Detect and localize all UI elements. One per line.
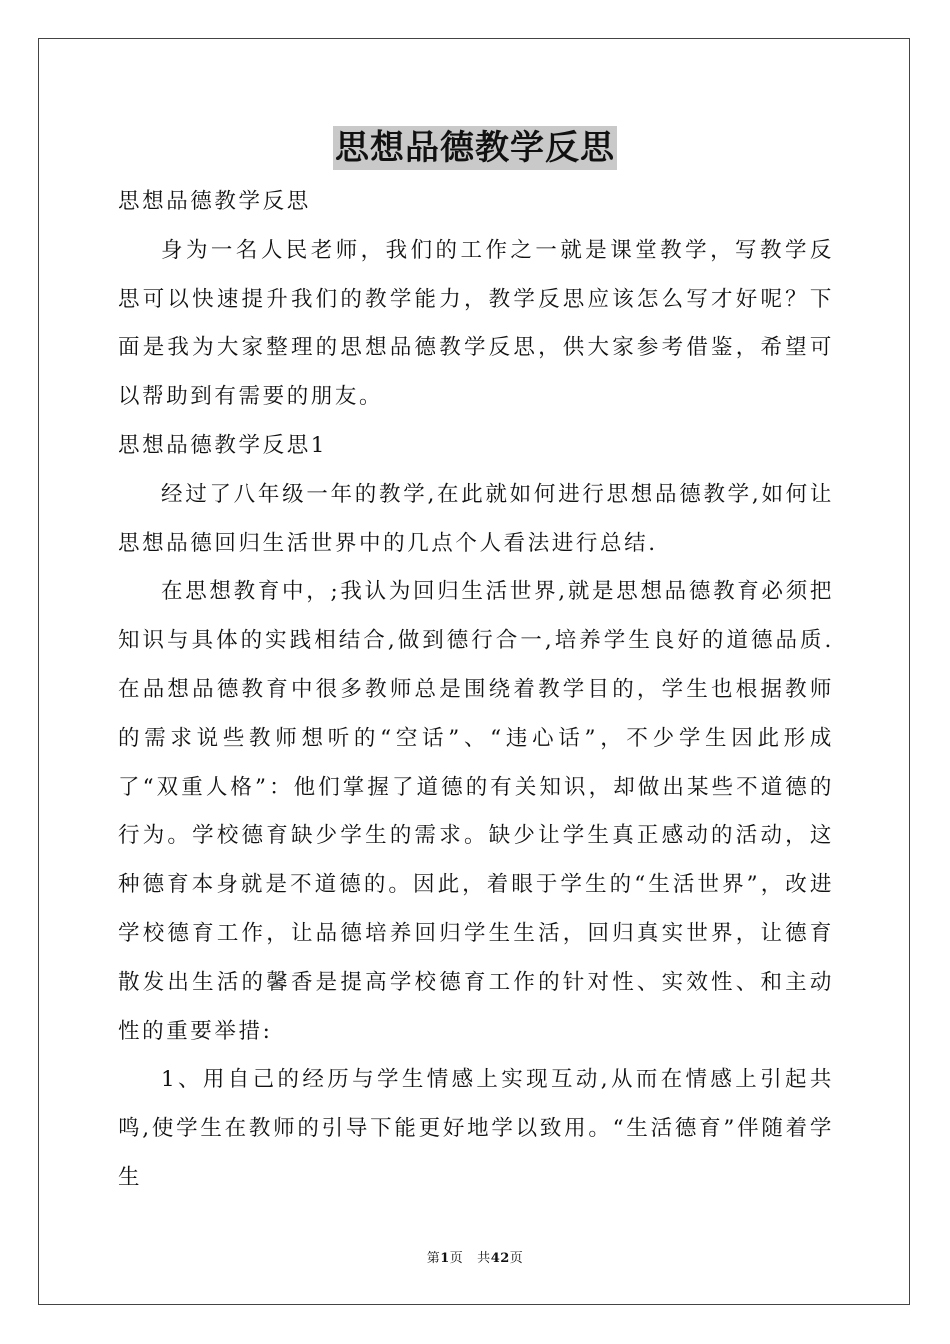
footer-page-unit: 页 xyxy=(449,1251,464,1266)
intro-paragraph: 身为一名人民老师，我们的工作之一就是课堂教学，写教学反思可以快速提升我们的教学能力，教学反思应该怎么写才好呢？下面是我为大家整理的思想品德教学反思，供大家参考借鉴，希望可以帮助到有需要的朋友。 xyxy=(118,237,834,410)
document-title: 思想品德教学反思 xyxy=(335,128,615,168)
body-paragraph: 1、用自己的经历与学生情感上实现互动,从而在情感上引起共鸣,使学生在教师的引导下能更好地学以致用。“生活德育”伴随着学生 xyxy=(118,1067,834,1190)
body-paragraph: 在思想教育中，;我认为回归生活世界,就是思想品德教育必须把知识与具体的实践相结合,做到德行合一,培养学生良好的道德品质.在品想品德教育中很多教师总是围绕着教学目的，学生也根据教师的需求说些教师想听的“空话”、“违心话”，不少学生因此形成了“双重人格”：他们掌握了道德的有关知识，却做出某些不道德的行为。学校德育缺少学生的需求。缺少让学生真正感动的活动，这种德育本身就是不道德的。因此，着眼于学生的“生活世界”，改进学校德育工作，让品德培养回归学生生活，回归真实世界，让德育散发出生活的馨香是提高学校德育工作的针对性、实效性、和主动性的重要举措: xyxy=(118,579,834,1044)
footer-prefix: 第 xyxy=(426,1251,441,1266)
footer-total-pages: 42 xyxy=(490,1251,510,1266)
document-body xyxy=(118,178,834,1203)
footer-page-number: 1 xyxy=(440,1251,450,1266)
title-wrap xyxy=(0,126,950,170)
section-heading: 思想品德教学反思 xyxy=(118,189,311,214)
section-heading-1: 思想品德教学反思1 xyxy=(118,432,328,458)
page-footer xyxy=(0,1247,950,1266)
footer-total-prefix: 共 xyxy=(477,1251,491,1266)
footer-total-unit: 页 xyxy=(509,1251,524,1266)
body-paragraph: 经过了八年级一年的教学,在此就如何进行思想品德教学,如何让思想品德回归生活世界中的几点个人看法进行总结. xyxy=(118,481,834,556)
